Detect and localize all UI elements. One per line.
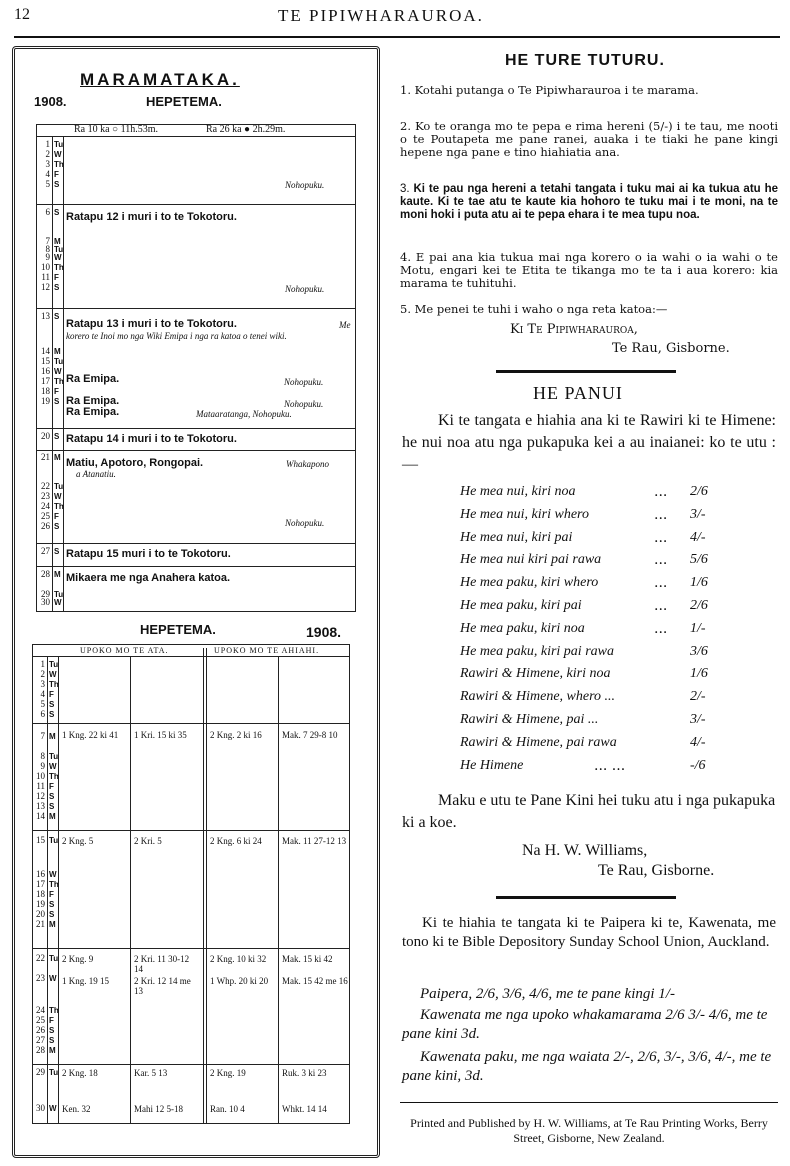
lesson-reading: 2 Kng. 2 ki 16: [210, 730, 262, 740]
lessons-day-number: 22: [36, 953, 45, 963]
calendar-day-letter: Th: [54, 160, 64, 169]
lesson-reading: 2 Kri. 12 14 me 13: [134, 976, 191, 996]
lesson-reading: Mak. 15 ki 42: [282, 954, 333, 964]
entry-emipa19: Ra Emipa.: [66, 406, 120, 418]
entry-sun13: Ratapu 13 i muri i to te Tokotoru.: [66, 318, 237, 330]
calendar-day-number: 17: [41, 376, 50, 386]
calendar-day-letter: S: [54, 283, 60, 292]
calendar-day-number: 7: [45, 236, 50, 246]
whakapono: Whakapono: [286, 459, 329, 469]
lessons-day-number: 19: [36, 899, 45, 909]
calendar-day-number: 12: [41, 282, 50, 292]
nohopuku-3: Nohopuku.: [284, 377, 324, 387]
leader-dots: ...: [654, 575, 668, 592]
lessons-box: [32, 644, 350, 1124]
calendar-day-number: 27: [41, 546, 50, 556]
nohopuku-2: Nohopuku.: [285, 284, 325, 294]
panui-title: HE PANUI: [533, 383, 623, 403]
lessons-day-letter: Tu: [49, 1068, 59, 1077]
bible-text: Ki te hiahia te tangata ki te Paipera ki te, Kawenata, me tono ki te Bible Depository Sunday School Union, Auckland.: [402, 915, 776, 950]
calendar-day-letter: S: [54, 180, 60, 189]
lessons-day-letter: W: [49, 670, 57, 679]
lessons-day-letter: Th: [49, 1006, 59, 1015]
lessons-day-number: 4: [40, 689, 45, 699]
lessons-day-letter: M: [49, 1046, 56, 1055]
calendar-day-letter: S: [54, 208, 60, 217]
panui-sign-1: Na H. W. Williams,: [522, 842, 648, 859]
lesson-reading: Ken. 32: [62, 1104, 91, 1114]
lessons-day-number: 5: [40, 699, 45, 709]
lessons-day-number: 7: [40, 731, 45, 741]
lesson-reading: 1 Kng. 22 ki 41: [62, 730, 119, 740]
calendar-day-number: 29: [41, 589, 50, 599]
lessons-day-letter: M: [49, 812, 56, 821]
book-item-price: 2/6: [690, 484, 708, 499]
calendar-day-letter: S: [54, 522, 60, 531]
nohopuku-1: Nohopuku.: [285, 180, 325, 190]
lessons-day-number: 15: [36, 835, 45, 845]
calendar-day-number: 25: [41, 511, 50, 521]
leader-dots: ...: [654, 620, 668, 637]
lessons-day-number: 26: [36, 1025, 45, 1035]
lessons-day-letter: F: [49, 890, 54, 899]
rule-2: 2. Ko te oranga mo te pepa e rima hereni (5/-) i te tau, me nooti o te Poutapeta me pane ranei, auaka i te tiaki he pane kingi hepene nga pane e tino hiahiatia ana.: [400, 119, 778, 159]
calendar-day-number: 22: [41, 481, 50, 491]
book-item-name: He mea nui kiri pai rawa: [460, 552, 602, 568]
page-number: 12: [14, 6, 30, 23]
moon-phase-1: Ra 10 ka ○ 11h.53m.: [74, 124, 158, 135]
entry-sun14: Ratapu 14 i muri i to te Tokotoru.: [66, 433, 237, 445]
calendar-day-number: 19: [41, 396, 50, 406]
calendar-day-number: 3: [45, 159, 50, 169]
calendar-day-letter: S: [54, 432, 60, 441]
rule-4: 4. E pai ana kia tukua mai nga korero o ia wahi o ia wahi o te Motu, engari kei te Etita te tikanga mo te ta i aua korero: kia marama te tuhituhi.: [400, 250, 778, 290]
book-item-name: He Himene: [460, 757, 524, 773]
leader-dots: ...: [654, 506, 668, 523]
lesson-reading: Mak. 15 42 me 16: [282, 976, 348, 986]
book-item-price: 3/-: [690, 506, 706, 522]
calendar-day-number: 11: [41, 272, 50, 282]
book-item-price: 1/-: [690, 620, 706, 636]
entry-sun15: Ratapu 15 muri i to te Tokotoru.: [66, 548, 231, 560]
rule-3-num: 3.: [400, 183, 410, 195]
calendar-day-number: 16: [41, 366, 50, 376]
lessons-day-number: 14: [36, 811, 45, 821]
morning-header: UPOKO MO TE ATA.: [80, 646, 169, 655]
lessons-day-letter: Th: [49, 880, 59, 889]
book-item-price: -/6: [690, 757, 706, 773]
lessons-day-letter: F: [49, 1016, 54, 1025]
moon-phase-2: Ra 26 ka ● 2h.29m.: [206, 124, 286, 135]
book-item-price: 3/-: [690, 712, 706, 727]
lessons-day-number: 18: [36, 889, 45, 899]
lessons-day-letter: M: [49, 732, 56, 741]
lessons-day-letter: Tu: [49, 836, 59, 845]
lessons-day-letter: S: [49, 910, 55, 919]
lessons-day-number: 11: [36, 781, 45, 791]
lesson-reading: 2 Kri. 5: [134, 836, 162, 846]
book-item-price: 1/6: [690, 666, 708, 682]
leader-dots: ...: [654, 529, 668, 546]
book-item-price: 2/-: [690, 689, 706, 705]
calendar-day-number: 26: [41, 521, 50, 531]
book-item-name: He mea paku, kiri whero: [460, 575, 599, 591]
leader-dots: ... ...: [594, 757, 626, 774]
lessons-day-number: 28: [36, 1045, 45, 1055]
book-item-name: He mea paku, kiri pai: [460, 598, 582, 613]
book-item-name: Rawiri & Himene, kiri noa: [460, 666, 611, 682]
calendar-day-letter: M: [54, 570, 61, 579]
section-rule-2: [496, 896, 676, 899]
book-item-price: 5/6: [690, 552, 708, 568]
calendar-day-number: 18: [41, 386, 50, 396]
book-item-name: He mea paku, kiri noa: [460, 620, 585, 636]
calendar-day-letter: Th: [54, 502, 64, 511]
calendar-title: MARAMATAKA.: [80, 70, 240, 89]
calendar-day-number: 24: [41, 501, 50, 511]
rules-title: HE TURE TUTURU.: [505, 52, 665, 69]
lessons-day-number: 10: [36, 771, 45, 781]
lessons-day-letter: F: [49, 690, 54, 699]
calendar-day-letter: F: [54, 273, 59, 282]
lessons-day-number: 13: [36, 801, 45, 811]
calendar-day-letter: M: [54, 347, 61, 356]
lesson-reading: Mak. 11 27-12 13: [282, 836, 347, 846]
calendar-day-letter: S: [54, 312, 60, 321]
lessons-day-number: 16: [36, 869, 45, 879]
lessons-day-number: 12: [36, 791, 45, 801]
lessons-day-number: 2: [40, 669, 45, 679]
lessons-day-letter: F: [49, 782, 54, 791]
book-item-name: Rawiri & Himene, pai ...: [460, 712, 599, 727]
lesson-reading: 1 Kng. 19 15: [62, 976, 109, 986]
book-item-price: 2/6: [690, 598, 708, 613]
panui-sign-2: Te Rau, Gisborne.: [598, 862, 715, 879]
rule-3-text: Ki te pau nga hereni a tetahi tangata i tuku mai ai ka tukua atu he kaute. Ki te tae atu te kaute kia hohoro te tuku mai i te moni, na te moni hoki i puta atu ai te pepa ehara i te mea tupu noa.: [400, 183, 778, 221]
lesson-reading: 2 Kng. 6 ki 24: [210, 836, 262, 846]
book-item-name: Rawiri & Himene, pai rawa: [460, 734, 617, 750]
atanatiu: a Atanatiu.: [76, 469, 116, 479]
sun13-note-a: Me: [339, 320, 351, 330]
calendar-day-letter: S: [54, 397, 60, 406]
lesson-reading: 2 Kng. 10 ki 32: [210, 954, 267, 964]
leader-dots: ...: [654, 484, 668, 500]
calendar-day-number: 4: [45, 169, 50, 179]
lessons-day-number: 29: [36, 1067, 45, 1077]
panui-footer: Maku e utu te Pane Kini hei tuku atu i nga pukapuka ki a koe.: [402, 792, 776, 831]
lessons-day-number: 30: [36, 1103, 45, 1113]
lesson-reading: Whkt. 14 14: [282, 1104, 327, 1114]
lesson-reading: 2 Kng. 9: [62, 954, 94, 964]
book-item-name: He mea paku, kiri pai rawa: [460, 643, 614, 659]
calendar-day-number: 21: [41, 452, 50, 462]
lessons-day-letter: S: [49, 700, 55, 709]
calendar-day-letter: F: [54, 512, 59, 521]
lessons-day-number: 20: [36, 909, 45, 919]
lessons-day-letter: Tu: [49, 752, 59, 761]
header-rule: [14, 36, 780, 38]
lesson-reading: Mak. 7 29-8 10: [282, 730, 338, 740]
lessons-day-number: 1: [40, 659, 45, 669]
calendar-day-letter: Tu: [54, 357, 64, 366]
lesson-reading: 2 Kri. 11 30-12 14: [134, 954, 190, 974]
lesson-reading: Kar. 5 13: [134, 1068, 168, 1078]
calendar-day-number: 15: [41, 356, 50, 366]
book-item-price: 4/-: [690, 734, 706, 750]
calendar-year: 1908.: [34, 94, 67, 109]
address-line-1: Ki Te Pipiwharauroa,: [510, 322, 638, 337]
page-title: TE PIPIWHARAUROA.: [278, 6, 484, 25]
calendar-day-letter: Tu: [54, 482, 64, 491]
calendar-day-letter: Th: [54, 377, 64, 386]
lessons-day-letter: S: [49, 710, 55, 719]
lessons-day-letter: Tu: [49, 660, 59, 669]
lessons-day-number: 3: [40, 679, 45, 689]
lessons-day-letter: Th: [49, 772, 59, 781]
lesson-reading: Ruk. 3 ki 23: [282, 1068, 327, 1078]
lessons-day-letter: Tu: [49, 954, 59, 963]
lessons-day-letter: S: [49, 1026, 55, 1035]
rule-5: 5. Me penei te tuhi i waho o nga reta katoa:—: [400, 302, 668, 316]
leader-dots: ...: [654, 552, 668, 569]
calendar-day-letter: F: [54, 170, 59, 179]
lessons-day-letter: S: [49, 792, 55, 801]
calendar-day-number: 14: [41, 346, 50, 356]
lessons-day-number: 21: [36, 919, 45, 929]
lessons-day-letter: W: [49, 1104, 57, 1113]
address-line-2: Te Rau, Gisborne.: [612, 341, 730, 356]
book-item-price: 3/6: [690, 643, 708, 659]
book-item-price: 4/-: [690, 529, 706, 545]
entry-mikaera: Mikaera me nga Anahera katoa.: [66, 572, 231, 584]
mataaratanga: Mataaratanga, Nohopuku.: [196, 409, 292, 419]
calendar-day-letter: M: [54, 237, 61, 246]
calendar-day-number: 13: [41, 311, 50, 321]
calendar-day-number: 8: [45, 244, 50, 254]
lessons-day-number: 9: [40, 761, 45, 771]
section-rule-1: [496, 370, 676, 373]
lessons-day-number: 17: [36, 879, 45, 889]
sun13-note: korero te Inoi mo nga Wiki Emipa i nga ra katoa o tenei wiki.: [66, 331, 287, 341]
book-item-price: 1/6: [690, 575, 708, 591]
entry-matiu: Matiu, Apotoro, Rongopai.: [66, 457, 204, 469]
calendar-day-letter: S: [54, 547, 60, 556]
calendar-day-letter: W: [54, 150, 62, 159]
lesson-reading: 2 Kng. 19: [210, 1068, 246, 1078]
lessons-day-number: 24: [36, 1005, 45, 1015]
lessons-month: HEPETEMA.: [140, 622, 216, 637]
lessons-day-letter: W: [49, 870, 57, 879]
lessons-day-number: 8: [40, 751, 45, 761]
calendar-day-number: 28: [41, 569, 50, 579]
entry-emipa16: Ra Emipa.: [66, 373, 120, 385]
lessons-day-letter: S: [49, 802, 55, 811]
bible-line-1: Paipera, 2/6, 3/6, 4/6, me te pane kingi 1/-: [420, 986, 675, 1002]
calendar-day-letter: M: [54, 453, 61, 462]
lessons-day-letter: M: [49, 920, 56, 929]
bible-line-3: Kawenata paku, me nga waiata 2/-, 2/6, 3/-, 3/6, 4/-, me te pane kini, 3d.: [402, 1049, 772, 1084]
calendar-day-number: 30: [41, 597, 50, 607]
lessons-year: 1908.: [306, 624, 342, 640]
rule-3: [400, 183, 778, 222]
calendar-day-number: 9: [45, 252, 50, 262]
book-item-name: He mea nui, kiri noa: [460, 484, 576, 499]
lessons-day-letter: W: [49, 974, 57, 983]
lessons-day-number: 25: [36, 1015, 45, 1025]
rule-1: 1. Kotahi putanga o Te Pipiwharauroa i te marama.: [400, 83, 699, 97]
imprint: Printed and Published by H. W. Williams, at Te Rau Printing Works, Berry Street, Gisborne, New Zealand.: [410, 1116, 768, 1145]
calendar-day-letter: Th: [54, 263, 64, 272]
calendar-day-letter: Tu: [54, 590, 64, 599]
lesson-reading: 2 Kng. 18: [62, 1068, 98, 1078]
lessons-day-letter: Th: [49, 680, 59, 689]
calendar-day-letter: Tu: [54, 140, 64, 149]
lessons-day-number: 27: [36, 1035, 45, 1045]
calendar-day-letter: W: [54, 253, 62, 262]
calendar-day-number: 20: [41, 431, 50, 441]
evening-header: UPOKO MO TE AHIAHI.: [214, 646, 320, 655]
book-item-name: He mea nui, kiri pai: [460, 529, 573, 545]
calendar-day-letter: W: [54, 367, 62, 376]
calendar-day-number: 10: [41, 262, 50, 272]
calendar-day-letter: Tu: [54, 245, 64, 254]
nohopuku-4: Nohopuku.: [284, 399, 324, 409]
calendar-day-letter: W: [54, 598, 62, 607]
book-item-name: He mea nui, kiri whero: [460, 506, 589, 522]
calendar-day-number: 5: [45, 179, 50, 189]
lesson-reading: 1 Whp. 20 ki 20: [210, 976, 269, 986]
book-item-name: Rawiri & Himene, whero ...: [460, 689, 616, 705]
bible-line-2: Kawenata me nga upoko whakamarama 2/6 3/- 4/6, me te pane kini 3d.: [402, 1007, 768, 1042]
entry-sun12: Ratapu 12 i muri i to te Tokotoru.: [66, 211, 237, 223]
lessons-day-number: 23: [36, 973, 45, 983]
lessons-day-letter: S: [49, 1036, 55, 1045]
lessons-day-letter: S: [49, 900, 55, 909]
lesson-reading: Mahi 12 5-18: [134, 1104, 183, 1114]
panui-intro: Ki te tangata e hiahia ana ki te Rawiri ki te Himene: he nui noa atu nga pukapuka kei a au inaianei: ko te utu :—: [402, 412, 776, 473]
entry-emipa18: Ra Emipa.: [66, 395, 120, 407]
lessons-day-number: 6: [40, 709, 45, 719]
calendar-day-number: 1: [45, 139, 50, 149]
calendar-day-number: 6: [45, 207, 50, 217]
calendar-month: HEPETEMA.: [146, 94, 222, 109]
calendar-day-letter: W: [54, 492, 62, 501]
lesson-reading: 2 Kng. 5: [62, 836, 94, 846]
calendar-day-number: 2: [45, 149, 50, 159]
calendar-box: [36, 124, 356, 612]
nohopuku-5: Nohopuku.: [285, 518, 325, 528]
leader-dots: ...: [654, 598, 668, 614]
lesson-reading: Ran. 10 4: [210, 1104, 245, 1114]
calendar-day-letter: F: [54, 387, 59, 396]
lessons-day-letter: W: [49, 762, 57, 771]
lesson-reading: 1 Kri. 15 ki 35: [134, 730, 187, 740]
imprint-rule: [400, 1102, 778, 1103]
calendar-day-number: 23: [41, 491, 50, 501]
